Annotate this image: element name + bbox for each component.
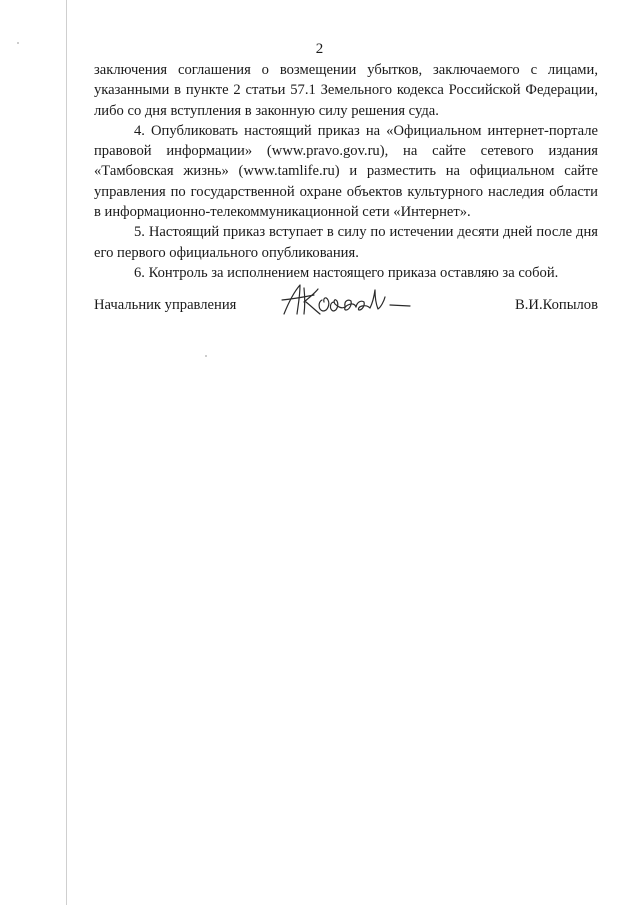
document-body	[94, 60, 598, 283]
page-number: 2	[315, 41, 324, 57]
paragraph-item-6: 6. Контроль за исполнением настоящего приказа оставляю за собой.	[134, 264, 559, 281]
signature-block	[94, 280, 598, 330]
paragraph-item-4: 4. Опубликовать настоящий приказ на «Официальном интернет-портале правовой информации» (www.pravo.gov.ru), на сайте сетевого издания «Тамбовская жизнь» (www.tamlife.ru) и разместить на официальном сайте управления по государственной охране объектов культурного наследия области в информационно-телекоммуникационной сети «Интернет».	[94, 122, 598, 221]
handwritten-signature	[278, 280, 448, 320]
paragraph-item-5: 5. Настоящий приказ вступает в силу по истечении десяти дней после дня его первого официального опубликования.	[94, 224, 598, 261]
signatory-name: В.И.Копылов	[515, 297, 598, 313]
scan-speck	[205, 355, 207, 357]
signatory-position: Начальник управления	[94, 297, 237, 313]
scan-edge-line	[66, 0, 67, 905]
paragraph-continuation: заключения соглашения о возмещении убытков, заключаемого с лицами, указанными в пункте 2 статьи 57.1 Земельного кодекса Российской Федерации, либо со дня вступления в законную силу решения суда.	[94, 62, 598, 119]
